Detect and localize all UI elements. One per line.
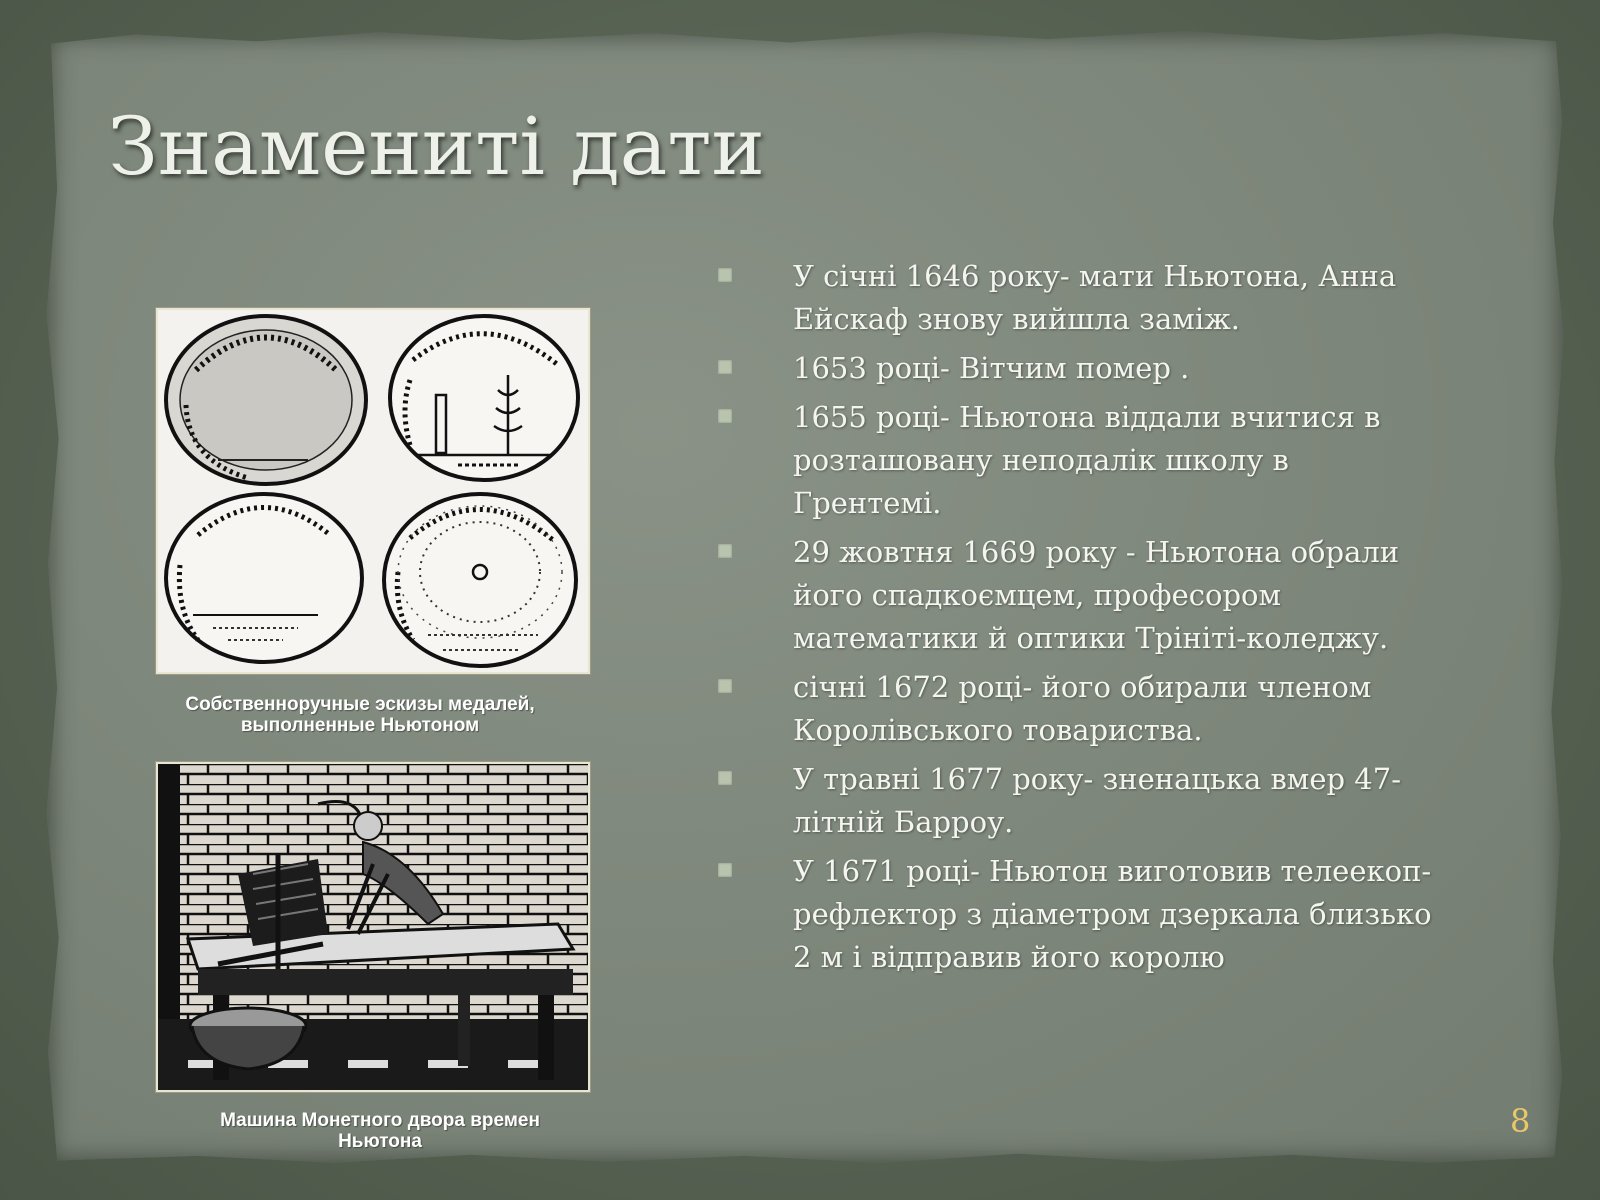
list-item <box>715 666 1435 752</box>
list-item-text: У 1671 році- Ньютон виготовив телеекоп-рефлектор з діаметром дзеркала близько 2 м і відправив його королю <box>793 854 1432 974</box>
bullet-list <box>715 255 1435 985</box>
caption-line: Машина Монетного двора времен <box>220 1110 540 1131</box>
caption-line: выполненные Ньютоном <box>240 715 480 736</box>
caption-line: Ньютона <box>338 1131 422 1152</box>
list-item-text: 29 жовтня 1669 року - Ньютона обрали його спадкоємцем, професором математики й оптики Трініті-коледжу. <box>793 535 1400 655</box>
bullet-icon <box>718 863 732 877</box>
mint-machine-drawing <box>158 764 588 1090</box>
mint-machine-image <box>156 762 590 1092</box>
list-item <box>715 396 1435 525</box>
list-item <box>715 347 1435 390</box>
list-item-text: У травні 1677 року- зненацька вмер 47-літній Барроу. <box>793 762 1401 839</box>
medal-sketches-caption <box>140 694 580 736</box>
caption-line: Собственноручные эскизы медалей, <box>185 694 535 715</box>
list-item-text: У січні 1646 року- мати Ньютона, Анна Ейскаф знову вийшла заміж. <box>793 259 1397 336</box>
list-item-text: 1653 році- Вітчим помер . <box>793 351 1190 385</box>
list-item <box>715 531 1435 660</box>
list-item <box>715 758 1435 844</box>
list-item <box>715 850 1435 979</box>
bullet-icon <box>718 268 732 282</box>
page-number: 8 <box>1510 1102 1531 1140</box>
medal-sketches-drawing <box>158 310 588 672</box>
bullet-icon <box>718 771 732 785</box>
list-item-text: січні 1672 році- його обирали членом Королівського товариства. <box>793 670 1372 747</box>
list-item <box>715 255 1435 341</box>
bullet-icon <box>718 409 732 423</box>
medal-sketches-image <box>156 308 590 674</box>
bullet-icon <box>718 544 732 558</box>
bullet-icon <box>718 679 732 693</box>
slide-title: Знамениті дати <box>108 100 765 193</box>
list-item-text: 1655 році- Ньютона віддали вчитися в розташовану неподалік школу в Грентемі. <box>793 400 1381 520</box>
mint-machine-caption <box>150 1110 610 1152</box>
bullet-icon <box>718 360 732 374</box>
